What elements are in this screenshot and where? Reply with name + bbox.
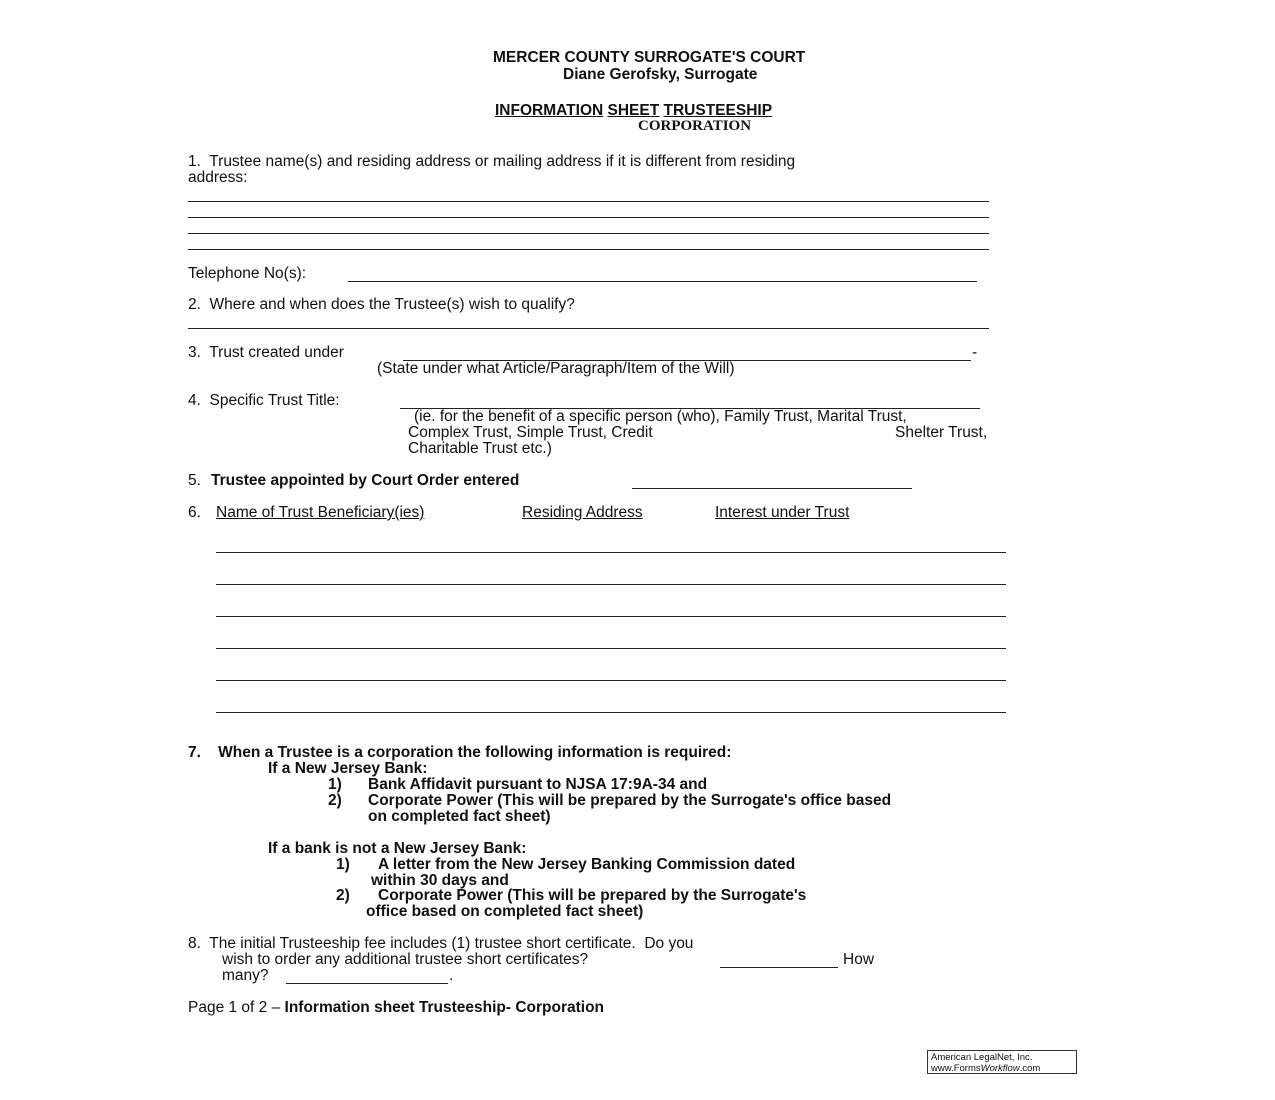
- court-name: MERCER COUNTY SURROGATE'S COURT: [493, 49, 806, 66]
- q6-number: 6.: [188, 504, 201, 521]
- q4-hint-line2a: Complex Trust, Simple Trust, Credit: [408, 424, 653, 441]
- q6-row-field-3[interactable]: [216, 616, 1006, 617]
- surrogate-name: Diane Gerofsky, Surrogate: [563, 66, 758, 83]
- q8-line2a: wish to order any additional trustee short certificates?: [222, 951, 589, 968]
- publisher-url-part1: www.Forms: [931, 1063, 981, 1074]
- q7-nj-heading: If a New Jersey Bank:: [268, 760, 428, 777]
- q1-address-field-2[interactable]: [188, 217, 989, 218]
- q7-nj-item1: Bank Affidavit pursuant to NJSA 17:9A-34 and: [368, 776, 708, 793]
- q1-text-line1: 1. Trustee name(s) and residing address or mailing address if it is different from residing: [188, 153, 796, 170]
- q7-nj-item2-line2: on completed fact sheet): [368, 808, 551, 825]
- q1-address-field-4[interactable]: [188, 249, 989, 250]
- q6-col-interest: Interest under Trust: [715, 504, 850, 521]
- publisher-url-part2: Workflow: [980, 1063, 1020, 1074]
- q8-line1: 8. The initial Trusteeship fee includes (1) trustee short certificate. Do you: [188, 935, 694, 952]
- telephone-field[interactable]: [348, 281, 977, 282]
- q7-other-item1-line1: A letter from the New Jersey Banking Commission dated: [378, 856, 796, 873]
- q7-other-heading: If a bank is not a New Jersey Bank:: [268, 840, 527, 857]
- q4-hint-line2b: Shelter Trust,: [895, 424, 988, 441]
- publisher-url-part3: .com: [1019, 1063, 1041, 1074]
- q4-hint-line1: (ie. for the benefit of a specific person (who), Family Trust, Marital Trust,: [414, 408, 907, 425]
- title-word-sheet: SHEET: [607, 102, 660, 119]
- q7-heading: 7. When a Trustee is a corporation the following information is required:: [188, 744, 732, 761]
- footer-doc-title: Information sheet Trusteeship- Corporation: [284, 999, 605, 1016]
- publisher-name: American LegalNet, Inc.: [931, 1052, 1033, 1063]
- q7-other-item1-number: 1): [336, 856, 350, 873]
- q4-label: 4. Specific Trust Title:: [188, 392, 340, 409]
- telephone-label: Telephone No(s):: [188, 265, 307, 282]
- q3-trailing-dash: -: [972, 344, 978, 361]
- q1-address-field-3[interactable]: [188, 233, 989, 234]
- q7-other-item2-number: 2): [336, 887, 350, 904]
- q6-col-address: Residing Address: [522, 504, 643, 521]
- q5-court-order-field[interactable]: [632, 488, 912, 489]
- q1-text-line2: address:: [188, 169, 248, 186]
- title-word-trusteeship: TRUSTEESHIP: [663, 102, 773, 119]
- q7-nj-item1-number: 1): [328, 776, 342, 793]
- q8-how-many-field[interactable]: [286, 983, 448, 984]
- q4-hint-line3: Charitable Trust etc.): [408, 440, 552, 457]
- q6-row-field-4[interactable]: [216, 648, 1006, 649]
- q8-additional-certificates-field[interactable]: [720, 967, 838, 968]
- q1-address-field-1[interactable]: [188, 201, 989, 202]
- q5-label: Trustee appointed by Court Order entered: [211, 472, 520, 489]
- q5-number: 5.: [188, 472, 201, 489]
- form-title: [495, 103, 772, 119]
- q6-row-field-2[interactable]: [216, 584, 1006, 585]
- q2-text: 2. Where and when does the Trustee(s) wish to qualify?: [188, 296, 575, 313]
- publisher-stamp: [927, 1050, 1077, 1074]
- q6-row-field-1[interactable]: [216, 552, 1006, 553]
- q7-other-item2-line1: Corporate Power (This will be prepared by the Surrogate's: [378, 887, 807, 904]
- form-subtitle: CORPORATION: [638, 118, 752, 134]
- publisher-url: [931, 1063, 1073, 1074]
- q8-line3b: .: [449, 967, 454, 984]
- q7-nj-item2-line1: Corporate Power (This will be prepared by the Surrogate's office based: [368, 792, 892, 809]
- title-word-information: INFORMATION: [495, 102, 604, 119]
- q6-row-field-6[interactable]: [216, 712, 1006, 713]
- q7-other-item1-line2: within 30 days and: [371, 872, 509, 889]
- q2-answer-field[interactable]: [188, 328, 989, 329]
- footer: [188, 1000, 604, 1016]
- q7-other-item2-line2: office based on completed fact sheet): [366, 903, 644, 920]
- footer-page-number: Page 1 of 2 –: [188, 999, 281, 1016]
- q7-nj-item2-number: 2): [328, 792, 342, 809]
- q3-hint: (State under what Article/Paragraph/Item of the Will): [377, 360, 735, 377]
- q8-line3a: many?: [222, 967, 269, 984]
- q6-col-beneficiary: Name of Trust Beneficiary(ies): [216, 504, 425, 521]
- q6-row-field-5[interactable]: [216, 680, 1006, 681]
- q3-label: 3. Trust created under: [188, 344, 344, 361]
- q8-line2b: How: [843, 951, 875, 968]
